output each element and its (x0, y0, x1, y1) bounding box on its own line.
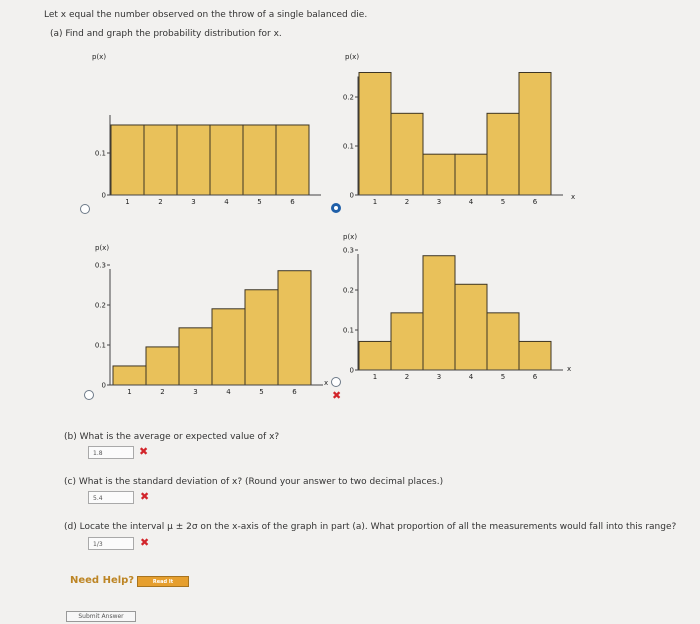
y-tick-label: 0.1 (342, 326, 354, 335)
problem-intro: Let x equal the number observed on the throw of a single balanced die. (44, 10, 368, 20)
bar-2 (391, 313, 423, 370)
x-tick-label: 1 (372, 373, 378, 381)
bar-3 (179, 328, 212, 385)
radio-option-d[interactable] (331, 377, 341, 387)
bar-1 (111, 125, 144, 195)
x-tick-label: 2 (404, 373, 410, 381)
x-tick-label: 6 (532, 198, 538, 206)
bar-4 (212, 309, 245, 385)
bar-2 (146, 347, 179, 385)
x-tick-label: 3 (193, 388, 198, 396)
x-tick-label: 5 (500, 373, 506, 381)
y-axis-label: p(x) (345, 53, 360, 61)
bar-6 (519, 341, 551, 370)
x-tick-label: 2 (160, 388, 165, 396)
y-tick-label: 0.2 (342, 286, 354, 295)
read-it-button[interactable]: Read It (137, 576, 189, 587)
bar-5 (487, 113, 519, 195)
bar-6 (276, 125, 309, 195)
part-c-question: (c) What is the standard deviation of x? (Round your answer to two decimal places.) (64, 477, 444, 487)
x-tick-label: 3 (191, 198, 196, 206)
x-tick-label: 2 (158, 198, 163, 206)
x-tick-label: 4 (224, 198, 229, 206)
y-tick-label: 0.1 (94, 341, 106, 350)
chart-c (80, 230, 330, 405)
x-tick-label: 1 (372, 198, 378, 206)
x-tick-label: 2 (404, 198, 410, 206)
bar-5 (487, 313, 519, 370)
bar-3 (423, 154, 455, 195)
y-tick-label: 0 (349, 191, 354, 200)
chart-b (335, 45, 585, 220)
x-tick-label: 3 (436, 198, 442, 206)
part-d-question: (d) Locate the interval μ ± 2σ on the x-axis of the graph in part (a). What proportion of all the measurements would fall into this range? (64, 522, 677, 532)
y-tick-label: 0.1 (342, 142, 354, 151)
bar-5 (245, 290, 278, 385)
part-a-question: (a) Find and graph the probability distribution for x. (50, 29, 282, 39)
y-tick-label: 0.2 (94, 301, 106, 310)
x-axis-label: x (324, 379, 329, 387)
bar-1 (359, 341, 391, 370)
x-tick-label: 6 (532, 373, 538, 381)
y-tick-label: 0 (101, 381, 106, 390)
bar-2 (144, 125, 177, 195)
part-d-incorrect-icon: ✖ (140, 536, 150, 549)
y-tick-label: 0.3 (342, 246, 354, 255)
y-tick-label: 0.1 (94, 149, 106, 158)
bar-4 (455, 154, 487, 195)
x-tick-label: 4 (468, 198, 474, 206)
bar-4 (210, 125, 243, 195)
x-tick-label: 6 (292, 388, 297, 396)
part-c-answer-input[interactable]: 5.4 (88, 491, 134, 504)
x-tick-label: 4 (226, 388, 231, 396)
bar-2 (391, 113, 423, 195)
bar-1 (359, 73, 391, 196)
chart-a (80, 45, 330, 220)
part-b-answer-input[interactable]: 1.8 (88, 446, 134, 459)
part-b-question: (b) What is the average or expected value of x? (64, 432, 280, 442)
bar-3 (423, 256, 455, 370)
y-tick-label: 0.2 (342, 93, 354, 102)
submit-answer-button[interactable]: Submit Answer (66, 611, 136, 622)
x-tick-label: 1 (125, 198, 130, 206)
y-axis-label: p(x) (92, 53, 107, 61)
bar-6 (278, 271, 311, 385)
radio-option-c[interactable] (84, 390, 94, 400)
chart-d (335, 228, 585, 403)
part-b-incorrect-icon: ✖ (139, 445, 149, 458)
x-axis-label: x (571, 193, 576, 201)
bar-6 (519, 73, 551, 196)
part-d-answer-input[interactable]: 1/3 (88, 537, 134, 550)
radio-option-b[interactable] (331, 203, 341, 213)
x-tick-label: 6 (290, 198, 295, 206)
y-tick-label: 0 (349, 366, 354, 375)
x-tick-label: 5 (257, 198, 262, 206)
bar-4 (455, 284, 487, 370)
radio-option-a[interactable] (80, 204, 90, 214)
y-axis-label: p(x) (95, 244, 110, 252)
bar-5 (243, 125, 276, 195)
y-tick-label: 0 (101, 191, 106, 200)
y-axis-label: p(x) (343, 233, 358, 241)
x-tick-label: 5 (500, 198, 506, 206)
bar-1 (113, 366, 146, 385)
part-c-incorrect-icon: ✖ (140, 490, 150, 503)
x-tick-label: 5 (259, 388, 264, 396)
y-tick-label: 0.3 (94, 261, 106, 270)
x-tick-label: 4 (468, 373, 474, 381)
x-tick-label: 3 (436, 373, 442, 381)
wrong-choice-marker-icon: ✖ (332, 389, 342, 402)
x-axis-label: x (567, 365, 572, 373)
bar-3 (177, 125, 210, 195)
x-tick-label: 1 (127, 388, 132, 396)
need-help-label: Need Help? (70, 575, 135, 586)
